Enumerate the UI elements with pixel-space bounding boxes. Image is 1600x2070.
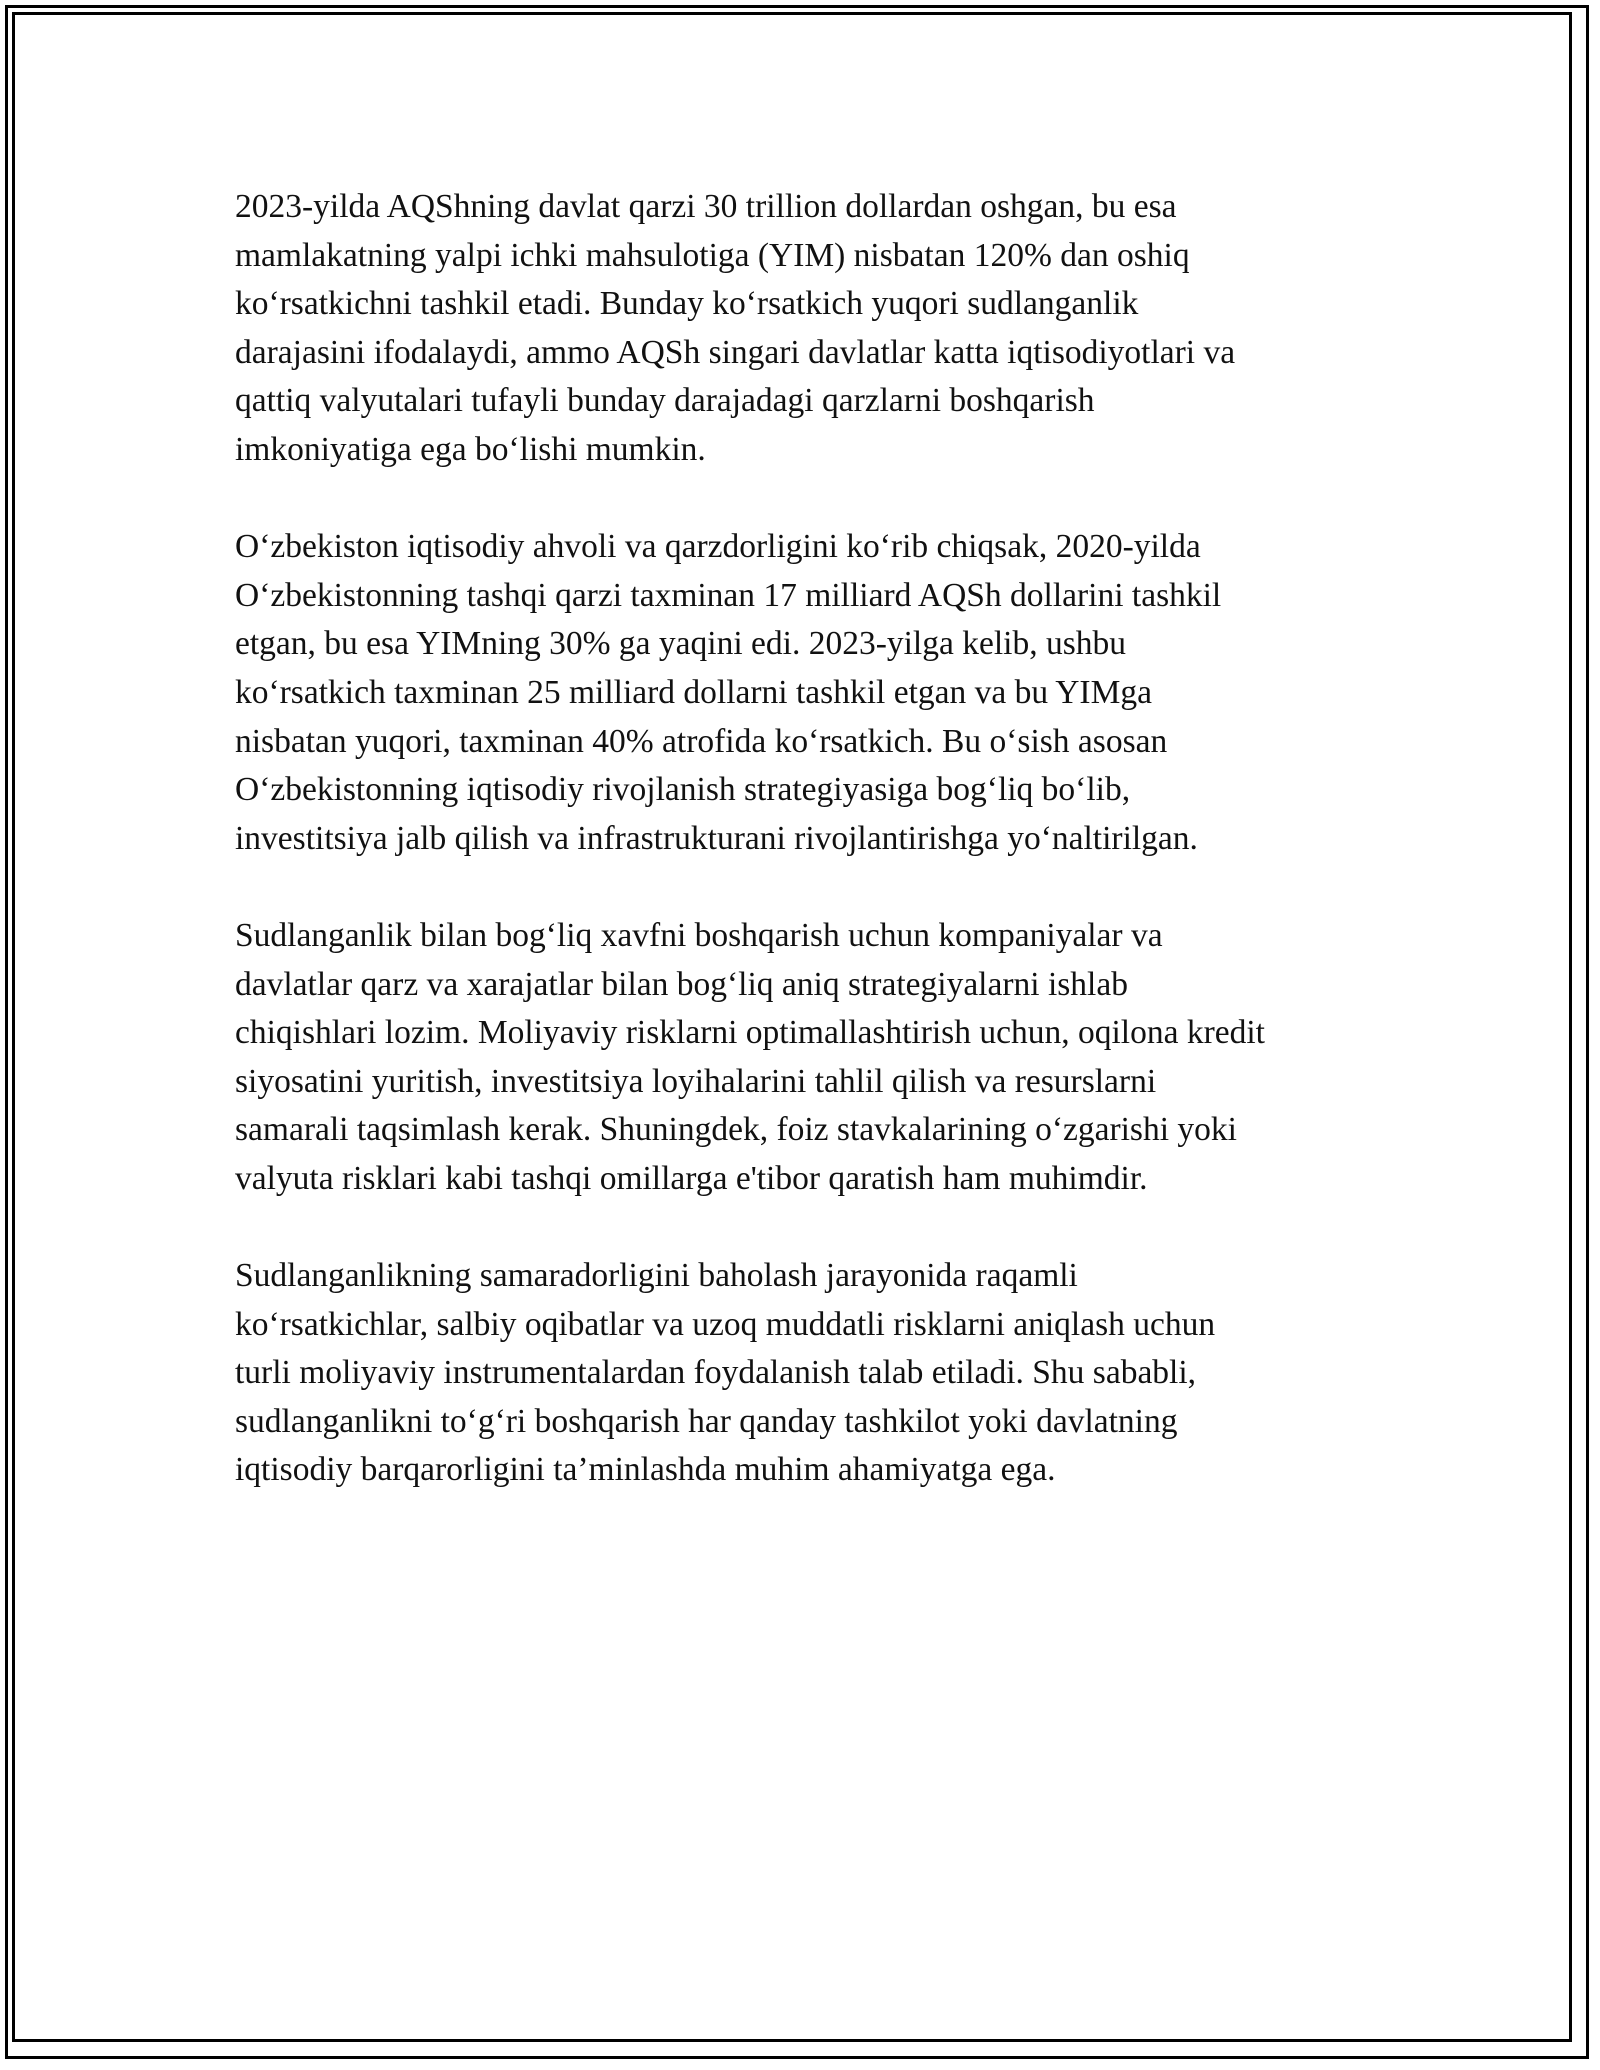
text-line: samarali taqsimlash kerak. Shuningdek, foiz stavkalarining o‘zgarishi yoki — [235, 1111, 1237, 1149]
text-line: Sudlanganlikning samaradorligini baholash jarayonida raqamli — [235, 1257, 1078, 1295]
paragraph-us-debt — [235, 183, 1375, 475]
text-line: ko‘rsatkichlar, salbiy oqibatlar va uzoq muddatli risklarni aniqlash uchun — [235, 1305, 1216, 1343]
paragraph-risk-management — [235, 912, 1375, 1204]
text-line: valyuta risklari kabi tashqi omillarga e'tibor qaratish ham muhimdir. — [235, 1159, 1148, 1197]
text-line: darajasini ifodalaydi, ammo AQSh singari davlatlar katta iqtisodiyotlari va — [235, 333, 1236, 371]
paragraph-uzbekistan-debt — [235, 523, 1375, 863]
text-line: O‘zbekistonning iqtisodiy rivojlanish strategiyasiga bog‘liq bo‘lib, — [235, 771, 1131, 809]
text-line: chiqishlari lozim. Moliyaviy risklarni optimallashtirish uchun, oqilona kredit — [235, 1014, 1265, 1052]
text-line: iqtisodiy barqarorligini ta’minlashda muhim ahamiyatga ega. — [235, 1451, 1056, 1489]
text-line: nisbatan yuqori, taxminan 40% atrofida ko‘rsatkich. Bu o‘sish asosan — [235, 722, 1168, 760]
text-line: sudlanganlikni to‘g‘ri boshqarish har qanday tashkilot yoki davlatning — [235, 1402, 1178, 1440]
text-line: ko‘rsatkich taxminan 25 milliard dollarni tashkil etgan va bu YIMga — [235, 673, 1152, 711]
text-line: O‘zbekistonning tashqi qarzi taxminan 17 milliard AQSh dollarini tashkil — [235, 576, 1222, 614]
text-line: mamlakatning yalpi ichki mahsulotiga (YIM) nisbatan 120% dan oshiq — [235, 236, 1190, 274]
text-line: ko‘rsatkichni tashkil etadi. Bunday ko‘rsatkich yuqori sudlanganlik — [235, 285, 1139, 323]
text-line: davlatlar qarz va xarajatlar bilan bog‘liq aniq strategiyalarni ishlab — [235, 965, 1128, 1003]
text-line: siyosatini yuritish, investitsiya loyihalarini tahlil qilish va resurslarni — [235, 1062, 1157, 1100]
text-line: O‘zbekiston iqtisodiy ahvoli va qarzdorligini ko‘rib chiqsak, 2020-yilda — [235, 528, 1201, 566]
text-line: imkoniyatiga ega bo‘lishi mumkin. — [235, 430, 706, 468]
text-line: turli moliyaviy instrumentalardan foydalanish talab etiladi. Shu sababli, — [235, 1354, 1197, 1392]
text-line: investitsiya jalb qilish va infrastrukturani rivojlantirishga yo‘naltirilgan. — [235, 819, 1198, 857]
text-line: 2023-yilda AQShning davlat qarzi 30 trillion dollardan oshgan, bu esa — [235, 188, 1177, 225]
paragraph-leverage-evaluation — [235, 1252, 1375, 1495]
text-line: qattiq valyutalari tufayli bunday darajadagi qarzlarni boshqarish — [235, 382, 1095, 420]
text-line: Sudlanganlik bilan bog‘liq xavfni boshqarish uchun kompaniyalar va — [235, 916, 1163, 954]
document-body — [235, 183, 1375, 1544]
text-line: etgan, bu esa YIMning 30% ga yaqini edi. 2023-yilga kelib, ushbu — [235, 625, 1126, 663]
